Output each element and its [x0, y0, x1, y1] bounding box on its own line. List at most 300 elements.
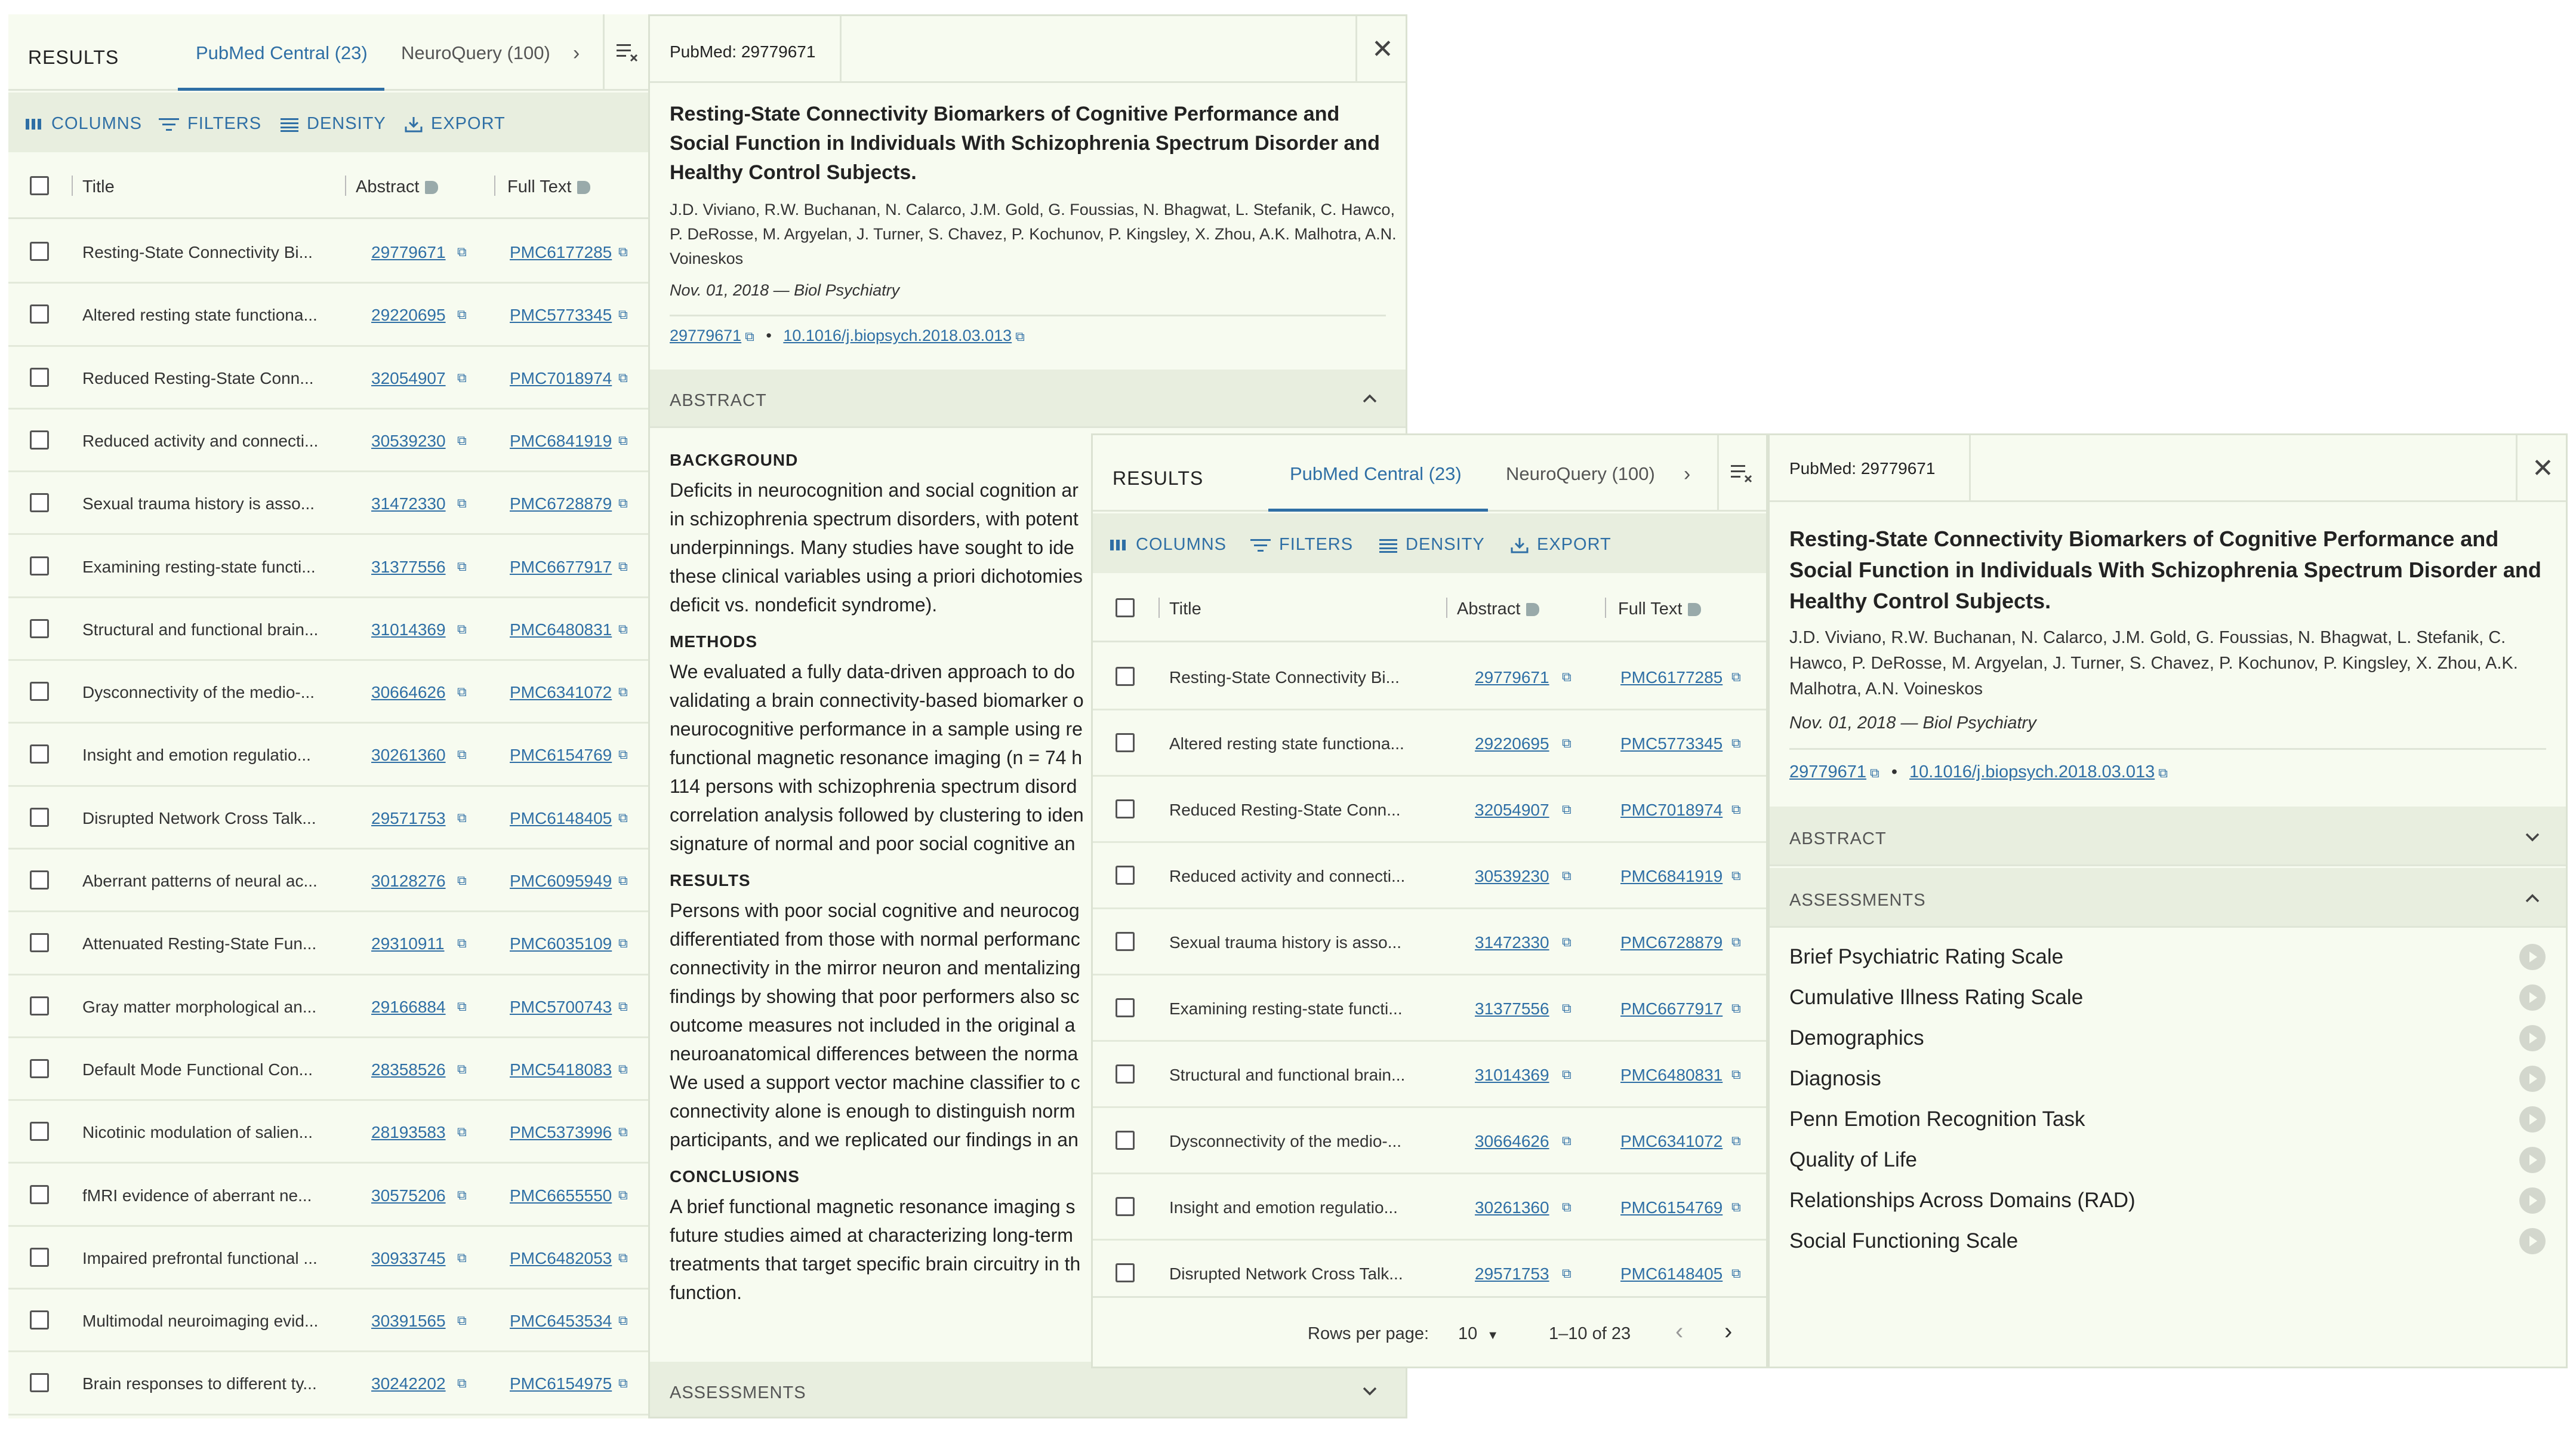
- row-pmid-link[interactable]: 30539230: [1475, 867, 1549, 885]
- table-row[interactable]: [8, 850, 648, 912]
- abstract-line: in schizophrenia spectrum disorders, with potent: [670, 508, 1079, 530]
- table-row[interactable]: [8, 410, 648, 472]
- row-checkbox[interactable]: [30, 493, 49, 512]
- table-row[interactable]: [1093, 1108, 1766, 1174]
- row-pmid-link[interactable]: 31014369: [1475, 1066, 1549, 1084]
- row-pmid-link[interactable]: 29220695: [371, 306, 446, 325]
- row-pmc-link[interactable]: PMC6482053: [510, 1248, 612, 1267]
- row-title[interactable]: Insight and emotion regulatio...: [1169, 1198, 1398, 1217]
- row-pmid-link[interactable]: 31472330: [1475, 933, 1549, 952]
- filters-button[interactable]: FILTERS: [1250, 535, 1353, 555]
- row-pmc-link[interactable]: PMC6154769: [510, 746, 612, 765]
- row-pmid-link[interactable]: 30128276: [371, 872, 446, 890]
- row-pmid-link[interactable]: 30242202: [371, 1374, 446, 1393]
- results-text: [670, 896, 1084, 1154]
- divider: [1789, 748, 2546, 750]
- columns-button[interactable]: COLUMNS: [1110, 535, 1227, 555]
- external-link-icon: ⧉: [457, 873, 467, 888]
- abstract-line: deficit vs. nondeficit syndrome).: [670, 594, 938, 616]
- filters-button[interactable]: FILTERS: [159, 114, 261, 134]
- table-row[interactable]: [1093, 909, 1766, 976]
- table-row[interactable]: [8, 347, 648, 410]
- external-link-icon: ⧉: [618, 810, 628, 825]
- external-link-icon: ⧉: [457, 998, 467, 1014]
- row-pmid-link[interactable]: 29571753: [371, 808, 446, 827]
- play-icon[interactable]: [2519, 944, 2546, 970]
- abstract-line: Deficits in neurocognition and social cognition ar: [670, 479, 1079, 501]
- column-title[interactable]: Title: [82, 177, 115, 196]
- external-link-icon: ⧉: [618, 684, 628, 700]
- table-row[interactable]: [8, 1101, 648, 1164]
- row-pmid-link[interactable]: 30261360: [1475, 1198, 1549, 1217]
- external-link-icon: ⧉: [457, 1187, 467, 1202]
- external-link-icon: ⧉: [1562, 669, 1572, 684]
- pmid-link[interactable]: 29779671: [670, 327, 742, 344]
- assessment-item: Penn Emotion Recognition Task: [1789, 1107, 2085, 1131]
- row-title[interactable]: Sexual trauma history is asso...: [1169, 933, 1402, 952]
- abstract-line: treatments that target specific brain circuitry in th: [670, 1253, 1081, 1275]
- row-title[interactable]: Default Mode Functional Con...: [82, 1060, 313, 1079]
- play-icon[interactable]: [2519, 1106, 2546, 1133]
- play-icon[interactable]: [2519, 1066, 2546, 1092]
- column-full-text[interactable]: [1618, 599, 1701, 619]
- external-link-icon: ⧉: [1562, 802, 1572, 817]
- row-title[interactable]: Brain responses to different ty...: [82, 1374, 317, 1393]
- table-row[interactable]: [1093, 1174, 1766, 1241]
- external-link-icon: ⧉: [1562, 1199, 1572, 1214]
- table-row[interactable]: [8, 787, 648, 850]
- row-pmc-link[interactable]: PMC6841919: [1620, 867, 1723, 885]
- column-separator: [1158, 598, 1160, 618]
- row-title[interactable]: fMRI evidence of aberrant ne...: [82, 1186, 312, 1205]
- divider: [670, 315, 1386, 316]
- column-separator: [72, 176, 73, 196]
- row-title[interactable]: Aberrant patterns of neural ac...: [82, 872, 318, 890]
- row-checkbox[interactable]: [1116, 667, 1135, 686]
- row-checkbox[interactable]: [30, 808, 49, 827]
- row-checkbox[interactable]: [30, 933, 49, 952]
- play-icon[interactable]: [2519, 984, 2546, 1011]
- conclusions-text: [670, 1192, 1084, 1307]
- table-row[interactable]: [1093, 976, 1766, 1042]
- row-checkbox[interactable]: [30, 304, 49, 324]
- row-checkbox[interactable]: [1116, 1064, 1135, 1084]
- external-link-icon: ⧉: [457, 307, 467, 322]
- external-link-icon: ⧉: [1731, 736, 1741, 750]
- row-pmid-link[interactable]: 28358526: [371, 1060, 446, 1079]
- doi-link[interactable]: 10.1016/j.biopsych.2018.03.013: [1909, 762, 2155, 781]
- table-header: [1093, 573, 1766, 642]
- abstract-line: function.: [670, 1282, 742, 1303]
- row-pmid-link[interactable]: 31472330: [371, 494, 446, 513]
- external-link-icon: ⧉: [1562, 1266, 1572, 1281]
- close-button[interactable]: [2516, 435, 2566, 502]
- row-checkbox[interactable]: [30, 996, 49, 1016]
- row-checkbox[interactable]: [1116, 799, 1135, 818]
- row-pmc-link[interactable]: PMC7018974: [510, 368, 612, 387]
- row-pmc-link[interactable]: PMC6148405: [510, 808, 612, 827]
- publication-date: Nov. 01, 2018 — Biol Psychiatry: [670, 281, 900, 299]
- external-link-icon: ⧉: [1562, 1001, 1572, 1016]
- external-link-icon: ⧉: [1562, 868, 1572, 883]
- tab-pubmed-central[interactable]: PubMed Central (23): [196, 42, 368, 63]
- row-pmid-link[interactable]: 32054907: [1475, 801, 1549, 819]
- rows-per-page-label: Rows per page:: [1308, 1324, 1429, 1343]
- row-checkbox[interactable]: [30, 1310, 49, 1330]
- play-icon[interactable]: [2519, 1228, 2546, 1254]
- row-pmc-link[interactable]: PMC6677917: [510, 557, 612, 576]
- external-link-icon: ⧉: [1562, 1067, 1572, 1082]
- row-pmc-link[interactable]: PMC6655550: [510, 1186, 612, 1205]
- row-pmc-link[interactable]: PMC6841919: [510, 431, 612, 450]
- row-checkbox[interactable]: [30, 242, 49, 261]
- row-title[interactable]: Reduced Resting-State Conn...: [82, 368, 314, 387]
- row-pmc-link[interactable]: PMC6177285: [510, 243, 612, 261]
- abstract-line: neurocognitive performance in a sample using re: [670, 718, 1083, 740]
- row-checkbox[interactable]: [30, 1373, 49, 1392]
- row-title[interactable]: Dysconnectivity of the medio-...: [82, 683, 315, 702]
- abstract-line: participants, and we replicated our findings in an: [670, 1129, 1079, 1150]
- row-pmid-link[interactable]: 32054907: [371, 368, 446, 387]
- active-tab-indicator: [1268, 509, 1488, 512]
- row-checkbox[interactable]: [30, 430, 49, 450]
- row-pmid-link[interactable]: 30575206: [371, 1186, 446, 1205]
- row-checkbox[interactable]: [30, 682, 49, 701]
- abstract-text: [670, 442, 1084, 1315]
- paper-identifiers: [670, 327, 1025, 345]
- row-pmid-link[interactable]: 30539230: [371, 431, 446, 450]
- row-title[interactable]: Altered resting state functiona...: [82, 306, 318, 325]
- table-row[interactable]: [1093, 777, 1766, 843]
- external-link-icon: ⧉: [618, 1061, 628, 1076]
- abstract-line: future studies aimed at characterizing long-term: [670, 1224, 1073, 1246]
- results-toolbar: [8, 93, 648, 152]
- column-separator: [345, 176, 346, 196]
- table-row[interactable]: [1093, 644, 1766, 710]
- row-title[interactable]: Nicotinic modulation of salien...: [82, 1123, 313, 1142]
- row-checkbox[interactable]: [1116, 1263, 1135, 1282]
- abstract-line: We used a support vector machine classifier to c: [670, 1072, 1080, 1093]
- abstract-line: connectivity alone is enough to distinguish norm: [670, 1100, 1076, 1122]
- row-title[interactable]: Structural and functional brain...: [82, 620, 319, 639]
- assessment-item: Social Functioning Scale: [1789, 1229, 2019, 1253]
- external-link-icon: ⧉: [1562, 1133, 1572, 1148]
- row-checkbox[interactable]: [1116, 1197, 1135, 1216]
- row-title[interactable]: Sexual trauma history is asso...: [82, 494, 315, 513]
- chevron-down-icon: [1359, 1380, 1381, 1401]
- header-divider: [1969, 435, 1971, 502]
- external-link-icon: ⧉: [1731, 1199, 1741, 1214]
- external-link-icon: ⧉: [618, 998, 628, 1014]
- next-page-icon[interactable]: ›: [1724, 1318, 1733, 1344]
- play-icon[interactable]: [2519, 1187, 2546, 1214]
- download-icon: [1511, 537, 1529, 553]
- external-link-icon: ⧉: [618, 621, 628, 636]
- rows-per-page-value: 10: [1458, 1324, 1478, 1343]
- row-pmid-link[interactable]: 31014369: [371, 620, 446, 639]
- results-title: RESULTS: [28, 47, 119, 68]
- row-title[interactable]: Examining resting-state functi...: [82, 557, 316, 576]
- row-checkbox[interactable]: [30, 744, 49, 764]
- columns-icon: [25, 116, 43, 132]
- row-checkbox[interactable]: [30, 368, 49, 387]
- table-row[interactable]: [8, 1164, 648, 1227]
- external-link-icon: ⧉: [1731, 934, 1741, 949]
- table-row[interactable]: [8, 598, 648, 661]
- external-link-icon: ⧉: [618, 747, 628, 762]
- rows-per-page-select[interactable]: [1458, 1324, 1499, 1344]
- row-pmc-link[interactable]: PMC6035109: [510, 934, 612, 953]
- row-pmc-link[interactable]: PMC6154769: [1620, 1198, 1723, 1217]
- columns-icon: [1110, 537, 1127, 553]
- row-pmid-link[interactable]: 31377556: [371, 557, 446, 576]
- external-link-icon: ⧉: [1562, 736, 1572, 750]
- assessment-item: Quality of Life: [1789, 1148, 1917, 1171]
- abstract-line: validating a brain connectivity-based biomarker o: [670, 690, 1084, 711]
- results-header: [1093, 435, 1766, 512]
- density-button[interactable]: DENSITY: [1379, 535, 1485, 555]
- row-pmc-link[interactable]: PMC6154975: [510, 1374, 612, 1393]
- row-checkbox[interactable]: [30, 1059, 49, 1078]
- column-full-text[interactable]: [507, 177, 590, 197]
- play-icon[interactable]: [2519, 1025, 2546, 1051]
- row-pmid-link[interactable]: 30664626: [1475, 1132, 1549, 1150]
- external-link-icon: ⧉: [745, 329, 754, 344]
- external-link-icon: ⧉: [618, 370, 628, 385]
- header-divider: [840, 16, 842, 83]
- tab-neuroquery[interactable]: NeuroQuery (100): [401, 42, 550, 63]
- row-title[interactable]: Gray matter morphological an...: [82, 997, 317, 1016]
- select-all-checkbox[interactable]: [30, 176, 49, 195]
- density-icon: [281, 116, 298, 132]
- row-pmid-link[interactable]: 29779671: [1475, 668, 1549, 687]
- label-icon: [1526, 603, 1539, 616]
- external-link-icon: ⧉: [618, 1124, 628, 1140]
- row-pmid-link[interactable]: 30391565: [371, 1312, 446, 1331]
- abstract-line: underpinnings. Many studies have sought to ide: [670, 537, 1074, 558]
- play-icon[interactable]: [2519, 1147, 2546, 1173]
- external-link-icon: ⧉: [457, 1250, 467, 1265]
- export-button[interactable]: EXPORT: [405, 114, 506, 134]
- external-link-icon: ⧉: [618, 244, 628, 259]
- background-text: [670, 476, 1084, 619]
- assessments-section-header[interactable]: [1770, 868, 2566, 928]
- assessment-item: Cumulative Illness Rating Scale: [1789, 986, 2084, 1009]
- row-pmc-link[interactable]: PMC6480831: [510, 620, 612, 639]
- row-pmid-link[interactable]: 30933745: [371, 1248, 446, 1267]
- row-title[interactable]: Dysconnectivity of the medio-...: [1169, 1132, 1402, 1150]
- results-header: [8, 14, 648, 91]
- column-full-text-label: Full Text: [507, 177, 572, 196]
- row-pmc-link[interactable]: PMC5373996: [510, 1123, 612, 1142]
- row-title[interactable]: Reduced Resting-State Conn...: [1169, 801, 1401, 819]
- external-link-icon: ⧉: [1562, 934, 1572, 949]
- row-pmc-link[interactable]: PMC6177285: [1620, 668, 1723, 687]
- assessments-section-label: ASSESSMENTS: [670, 1383, 806, 1402]
- row-title[interactable]: Structural and functional brain...: [1169, 1066, 1406, 1084]
- results-panel-front: [1091, 433, 1768, 1368]
- row-pmid-link[interactable]: 29220695: [1475, 734, 1549, 753]
- abstract-line: outcome measures not included in the original a: [670, 1014, 1076, 1036]
- table-row[interactable]: [8, 284, 648, 346]
- row-title[interactable]: Insight and emotion regulatio...: [82, 746, 311, 765]
- row-title[interactable]: Disrupted Network Cross Talk...: [1169, 1264, 1403, 1283]
- row-checkbox[interactable]: [30, 870, 49, 890]
- row-pmc-link[interactable]: PMC6728879: [510, 494, 612, 513]
- clear-list-icon[interactable]: [1717, 435, 1762, 512]
- tabs-scroll-right-icon[interactable]: ›: [573, 42, 580, 64]
- table-row[interactable]: [1093, 1042, 1766, 1108]
- row-pmid-link[interactable]: 28193583: [371, 1123, 446, 1142]
- row-pmc-link[interactable]: PMC5773345: [1620, 734, 1723, 753]
- row-pmc-link[interactable]: PMC6728879: [1620, 933, 1723, 952]
- row-checkbox[interactable]: [1116, 998, 1135, 1017]
- close-button[interactable]: [1355, 16, 1406, 83]
- methods-heading: METHODS: [670, 632, 757, 651]
- row-pmc-link[interactable]: PMC7018974: [1620, 801, 1723, 819]
- tabs-scroll-right-icon[interactable]: ›: [1684, 463, 1691, 485]
- row-checkbox[interactable]: [30, 619, 49, 638]
- columns-button[interactable]: COLUMNS: [25, 114, 142, 134]
- caret-down-icon: ▼: [1487, 1329, 1499, 1342]
- clear-list-icon[interactable]: [603, 14, 648, 91]
- row-checkbox[interactable]: [30, 1248, 49, 1267]
- abstract-line: differentiated from those with normal performanc: [670, 928, 1080, 950]
- tab-pubmed-central[interactable]: PubMed Central (23): [1290, 463, 1462, 484]
- row-pmc-link[interactable]: PMC6677917: [1620, 999, 1723, 1018]
- row-pmc-link[interactable]: PMC6341072: [510, 683, 612, 702]
- abstract-line: 114 persons with schizophrenia spectrum disord: [670, 776, 1077, 797]
- download-icon: [405, 116, 423, 133]
- table-row[interactable]: [8, 221, 648, 284]
- previous-page-icon[interactable]: ‹: [1675, 1318, 1684, 1344]
- external-link-icon: ⧉: [457, 684, 467, 700]
- row-pmc-link[interactable]: PMC6453534: [510, 1312, 612, 1331]
- table-row[interactable]: [8, 912, 648, 975]
- row-pmid-link[interactable]: 29310911: [371, 934, 445, 953]
- row-pmc-link[interactable]: PMC5700743: [510, 997, 612, 1016]
- abstract-line: functional magnetic resonance imaging (n = 74 h: [670, 747, 1083, 768]
- pmid-link[interactable]: 29779671: [1789, 762, 1867, 781]
- abstract-line: We evaluated a fully data-driven approach to do: [670, 661, 1075, 682]
- external-link-icon: ⧉: [1731, 1133, 1741, 1148]
- external-link-icon: ⧉: [1731, 802, 1741, 817]
- external-link-icon: ⧉: [457, 244, 467, 259]
- column-abstract[interactable]: [356, 177, 438, 197]
- id-separator: •: [766, 327, 772, 344]
- row-title[interactable]: Reduced activity and connecti...: [1169, 867, 1406, 885]
- publication-date: Nov. 01, 2018 — Biol Psychiatry: [1789, 713, 2036, 733]
- row-pmid-link[interactable]: 29166884: [371, 997, 446, 1016]
- column-abstract-label: Abstract: [356, 177, 420, 196]
- row-title[interactable]: Examining resting-state functi...: [1169, 999, 1403, 1018]
- external-link-icon: ⧉: [457, 810, 467, 825]
- table-row[interactable]: [1093, 843, 1766, 909]
- row-title[interactable]: Resting-State Connectivity Bi...: [1169, 668, 1400, 687]
- abstract-line: findings by showing that poor performers also sc: [670, 986, 1080, 1007]
- table-row[interactable]: [8, 1227, 648, 1290]
- table-row[interactable]: [1093, 710, 1766, 777]
- external-link-icon: ⧉: [457, 370, 467, 385]
- external-link-icon: ⧉: [618, 1313, 628, 1328]
- external-link-icon: ⧉: [457, 558, 467, 574]
- row-pmid-link[interactable]: 29779671: [371, 243, 446, 261]
- row-checkbox[interactable]: [1116, 1131, 1135, 1150]
- abstract-section-header[interactable]: [650, 370, 1406, 428]
- row-pmc-link[interactable]: PMC6341072: [1620, 1132, 1723, 1150]
- table-row[interactable]: [8, 724, 648, 786]
- row-checkbox[interactable]: [30, 1185, 49, 1204]
- assessment-item: Diagnosis: [1789, 1067, 1881, 1090]
- assessments-section-header[interactable]: [650, 1362, 1406, 1418]
- external-link-icon: ⧉: [457, 1124, 467, 1140]
- table-row[interactable]: [8, 661, 648, 724]
- row-pmid-link[interactable]: 30664626: [371, 683, 446, 702]
- export-button[interactable]: EXPORT: [1511, 535, 1611, 555]
- row-title[interactable]: Reduced activity and connecti...: [82, 431, 319, 450]
- external-link-icon: ⧉: [457, 747, 467, 762]
- table-row[interactable]: [8, 472, 648, 535]
- external-link-icon: ⧉: [457, 432, 467, 448]
- table-row[interactable]: [8, 536, 648, 598]
- row-pmc-link[interactable]: PMC6095949: [510, 872, 612, 890]
- label-icon: [425, 181, 438, 194]
- select-all-checkbox[interactable]: [1116, 598, 1135, 617]
- row-title[interactable]: Attenuated Resting-State Fun...: [82, 934, 317, 953]
- external-link-icon: ⧉: [2158, 765, 2168, 780]
- abstract-line: these clinical variables using a priori dichotomies: [670, 565, 1083, 587]
- row-pmc-link[interactable]: PMC5773345: [510, 306, 612, 325]
- row-pmc-link[interactable]: PMC6480831: [1620, 1066, 1723, 1084]
- doi-link[interactable]: 10.1016/j.biopsych.2018.03.013: [783, 327, 1012, 344]
- external-link-icon: ⧉: [618, 1250, 628, 1265]
- density-button[interactable]: DENSITY: [281, 114, 386, 134]
- row-title[interactable]: Impaired prefrontal functional ...: [82, 1248, 318, 1267]
- column-abstract[interactable]: [1457, 599, 1539, 619]
- external-link-icon: ⧉: [1731, 868, 1741, 883]
- pagination-range: 1–10 of 23: [1549, 1324, 1631, 1343]
- row-pmid-link[interactable]: 30261360: [371, 746, 446, 765]
- table-row[interactable]: [8, 976, 648, 1038]
- row-checkbox[interactable]: [1116, 932, 1135, 951]
- table-row[interactable]: [8, 1352, 648, 1415]
- abstract-section-header[interactable]: [1770, 807, 2566, 866]
- row-checkbox[interactable]: [30, 1122, 49, 1141]
- tab-neuroquery[interactable]: NeuroQuery (100): [1506, 463, 1655, 484]
- external-link-icon: ⧉: [457, 1061, 467, 1076]
- detail-header: [1770, 435, 2566, 502]
- row-pmc-link[interactable]: PMC6148405: [1620, 1264, 1723, 1283]
- row-checkbox[interactable]: [30, 556, 49, 576]
- table-row[interactable]: [8, 1038, 648, 1101]
- row-pmid-link[interactable]: 31377556: [1475, 999, 1549, 1018]
- row-checkbox[interactable]: [1116, 733, 1135, 752]
- row-title[interactable]: Resting-State Connectivity Bi...: [82, 243, 313, 261]
- external-link-icon: ⧉: [618, 873, 628, 888]
- external-link-icon: ⧉: [1731, 1067, 1741, 1082]
- row-title[interactable]: Disrupted Network Cross Talk...: [82, 808, 316, 827]
- detail-header: [650, 16, 1406, 83]
- column-title[interactable]: Title: [1169, 599, 1201, 618]
- external-link-icon: ⧉: [457, 1375, 467, 1391]
- row-pmid-link[interactable]: 29571753: [1475, 1264, 1549, 1283]
- row-title[interactable]: Multimodal neuroimaging evid...: [82, 1312, 319, 1331]
- label-icon: [577, 181, 590, 194]
- table-row[interactable]: [8, 1290, 648, 1352]
- row-pmc-link[interactable]: PMC5418083: [510, 1060, 612, 1079]
- row-title[interactable]: Altered resting state functiona...: [1169, 734, 1404, 753]
- row-checkbox[interactable]: [1116, 866, 1135, 885]
